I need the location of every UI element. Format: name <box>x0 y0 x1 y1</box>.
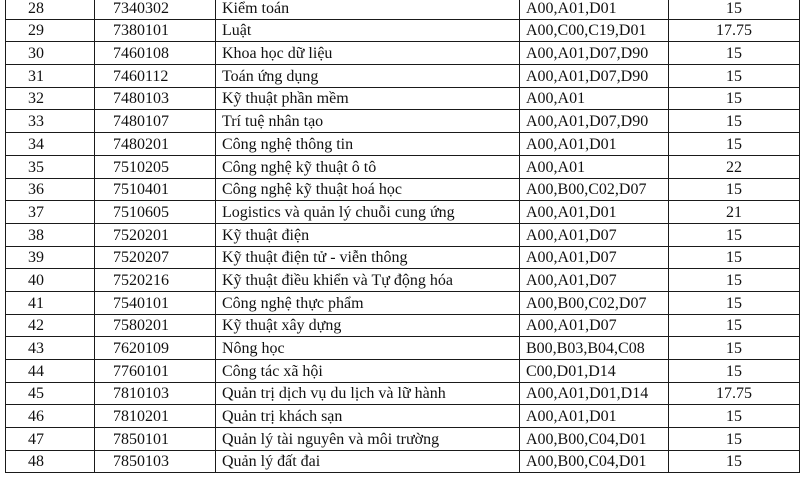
major-name-cell: Công nghệ kỹ thuật hoá học <box>216 178 520 201</box>
major-name-cell: Khoa học dữ liệu <box>216 42 520 65</box>
cutoff-score-cell: 15 <box>669 428 800 451</box>
subject-combinations-cell: A00,B00,C04,D01 <box>520 428 669 451</box>
major-name-cell: Kỹ thuật điện <box>216 223 520 246</box>
table-row <box>6 405 800 428</box>
subject-combinations-cell: A00,A01,D01 <box>520 201 669 224</box>
row-number-cell: 43 <box>6 337 95 360</box>
cutoff-score-cell: 15 <box>669 87 800 110</box>
major-name-cell: Quản trị dịch vụ du lịch và lữ hành <box>216 382 520 405</box>
row-number-cell: 41 <box>6 291 95 314</box>
row-number-cell: 46 <box>6 405 95 428</box>
major-code-cell: 7850103 <box>95 450 216 473</box>
cutoff-score-cell: 15 <box>669 291 800 314</box>
major-name-cell: Kỹ thuật điều khiển và Tự động hóa <box>216 269 520 292</box>
cutoff-score-cell: 15 <box>669 360 800 383</box>
major-name-cell: Toán ứng dụng <box>216 65 520 88</box>
major-code-cell: 7460108 <box>95 42 216 65</box>
table-row <box>6 450 800 473</box>
cutoff-score-cell: 15 <box>669 0 800 19</box>
subject-combinations-cell: A00,A01,D07,D90 <box>520 110 669 133</box>
cutoff-score-cell: 17.75 <box>669 382 800 405</box>
table-row <box>6 178 800 201</box>
major-code-cell: 7520207 <box>95 246 216 269</box>
major-name-cell: Kiểm toán <box>216 0 520 19</box>
major-code-cell: 7510205 <box>95 155 216 178</box>
cutoff-score-cell: 15 <box>669 450 800 473</box>
row-number-cell: 40 <box>6 269 95 292</box>
table-row <box>6 223 800 246</box>
major-name-cell: Quản trị khách sạn <box>216 405 520 428</box>
subject-combinations-cell: A00,C00,C19,D01 <box>520 19 669 42</box>
major-name-cell: Luật <box>216 19 520 42</box>
table-row <box>6 382 800 405</box>
table-row <box>6 314 800 337</box>
row-number-cell: 37 <box>6 201 95 224</box>
cutoff-score-cell: 15 <box>669 133 800 156</box>
table-row <box>6 110 800 133</box>
table-row <box>6 42 800 65</box>
major-code-cell: 7520201 <box>95 223 216 246</box>
subject-combinations-cell: A00,B00,C04,D01 <box>520 450 669 473</box>
major-name-cell: Kỹ thuật phần mềm <box>216 87 520 110</box>
subject-combinations-cell: A00,A01,D07 <box>520 269 669 292</box>
major-code-cell: 7540101 <box>95 291 216 314</box>
major-name-cell: Kỹ thuật điện tử - viễn thông <box>216 246 520 269</box>
table-row <box>6 291 800 314</box>
table-body <box>6 0 800 473</box>
row-number-cell: 39 <box>6 246 95 269</box>
subject-combinations-cell: B00,B03,B04,C08 <box>520 337 669 360</box>
subject-combinations-cell: A00,B00,C02,D07 <box>520 178 669 201</box>
major-name-cell: Công nghệ kỹ thuật ô tô <box>216 155 520 178</box>
subject-combinations-cell: A00,A01 <box>520 87 669 110</box>
cutoff-score-cell: 15 <box>669 337 800 360</box>
subject-combinations-cell: A00,B00,C02,D07 <box>520 291 669 314</box>
major-code-cell: 7810201 <box>95 405 216 428</box>
subject-combinations-cell: A00,A01,D07 <box>520 314 669 337</box>
major-name-cell: Trí tuệ nhân tạo <box>216 110 520 133</box>
major-code-cell: 7510605 <box>95 201 216 224</box>
subject-combinations-cell: A00,A01,D01 <box>520 405 669 428</box>
subject-combinations-cell: A00,A01,D07,D90 <box>520 42 669 65</box>
major-name-cell: Quản lý đất đai <box>216 450 520 473</box>
major-code-cell: 7850101 <box>95 428 216 451</box>
cutoff-score-cell: 15 <box>669 314 800 337</box>
cutoff-score-cell: 15 <box>669 42 800 65</box>
major-name-cell: Công nghệ thực phẩm <box>216 291 520 314</box>
subject-combinations-cell: A00,A01,D07 <box>520 246 669 269</box>
table-row <box>6 155 800 178</box>
table-row <box>6 428 800 451</box>
major-code-cell: 7580201 <box>95 314 216 337</box>
subject-combinations-cell: A00,A01,D07,D90 <box>520 65 669 88</box>
table-row <box>6 87 800 110</box>
major-code-cell: 7480107 <box>95 110 216 133</box>
major-name-cell: Nông học <box>216 337 520 360</box>
table-row <box>6 337 800 360</box>
row-number-cell: 44 <box>6 360 95 383</box>
cutoff-score-cell: 15 <box>669 246 800 269</box>
table-row <box>6 360 800 383</box>
subject-combinations-cell: A00,A01,D01 <box>520 133 669 156</box>
row-number-cell: 32 <box>6 87 95 110</box>
major-name-cell: Công tác xã hội <box>216 360 520 383</box>
major-code-cell: 7620109 <box>95 337 216 360</box>
table-row <box>6 0 800 19</box>
subject-combinations-cell: A00,A01,D01 <box>520 0 669 19</box>
row-number-cell: 34 <box>6 133 95 156</box>
table-row <box>6 269 800 292</box>
major-code-cell: 7760101 <box>95 360 216 383</box>
cutoff-score-cell: 15 <box>669 405 800 428</box>
cutoff-score-cell: 17.75 <box>669 19 800 42</box>
row-number-cell: 35 <box>6 155 95 178</box>
subject-combinations-cell: A00,A01,D01,D14 <box>520 382 669 405</box>
cutoff-score-cell: 21 <box>669 201 800 224</box>
subject-combinations-cell: C00,D01,D14 <box>520 360 669 383</box>
cutoff-score-cell: 15 <box>669 110 800 133</box>
row-number-cell: 28 <box>6 0 95 19</box>
table-row <box>6 133 800 156</box>
row-number-cell: 47 <box>6 428 95 451</box>
table-row <box>6 246 800 269</box>
row-number-cell: 48 <box>6 450 95 473</box>
row-number-cell: 42 <box>6 314 95 337</box>
cutoff-score-cell: 22 <box>669 155 800 178</box>
admission-scores-table <box>5 0 800 473</box>
table-row <box>6 65 800 88</box>
subject-combinations-cell: A00,A01 <box>520 155 669 178</box>
table-row <box>6 19 800 42</box>
row-number-cell: 38 <box>6 223 95 246</box>
major-code-cell: 7460112 <box>95 65 216 88</box>
row-number-cell: 36 <box>6 178 95 201</box>
row-number-cell: 45 <box>6 382 95 405</box>
cutoff-score-cell: 15 <box>669 65 800 88</box>
major-code-cell: 7480103 <box>95 87 216 110</box>
major-code-cell: 7520216 <box>95 269 216 292</box>
major-code-cell: 7810103 <box>95 382 216 405</box>
row-number-cell: 31 <box>6 65 95 88</box>
cutoff-score-cell: 15 <box>669 223 800 246</box>
row-number-cell: 33 <box>6 110 95 133</box>
row-number-cell: 29 <box>6 19 95 42</box>
cutoff-score-cell: 15 <box>669 269 800 292</box>
major-code-cell: 7480201 <box>95 133 216 156</box>
major-code-cell: 7380101 <box>95 19 216 42</box>
major-name-cell: Logistics và quản lý chuỗi cung ứng <box>216 201 520 224</box>
major-code-cell: 7340302 <box>95 0 216 19</box>
table-row <box>6 201 800 224</box>
major-code-cell: 7510401 <box>95 178 216 201</box>
major-name-cell: Kỹ thuật xây dựng <box>216 314 520 337</box>
row-number-cell: 30 <box>6 42 95 65</box>
cutoff-score-cell: 15 <box>669 178 800 201</box>
subject-combinations-cell: A00,A01,D07 <box>520 223 669 246</box>
major-name-cell: Quản lý tài nguyên và môi trường <box>216 428 520 451</box>
major-name-cell: Công nghệ thông tin <box>216 133 520 156</box>
